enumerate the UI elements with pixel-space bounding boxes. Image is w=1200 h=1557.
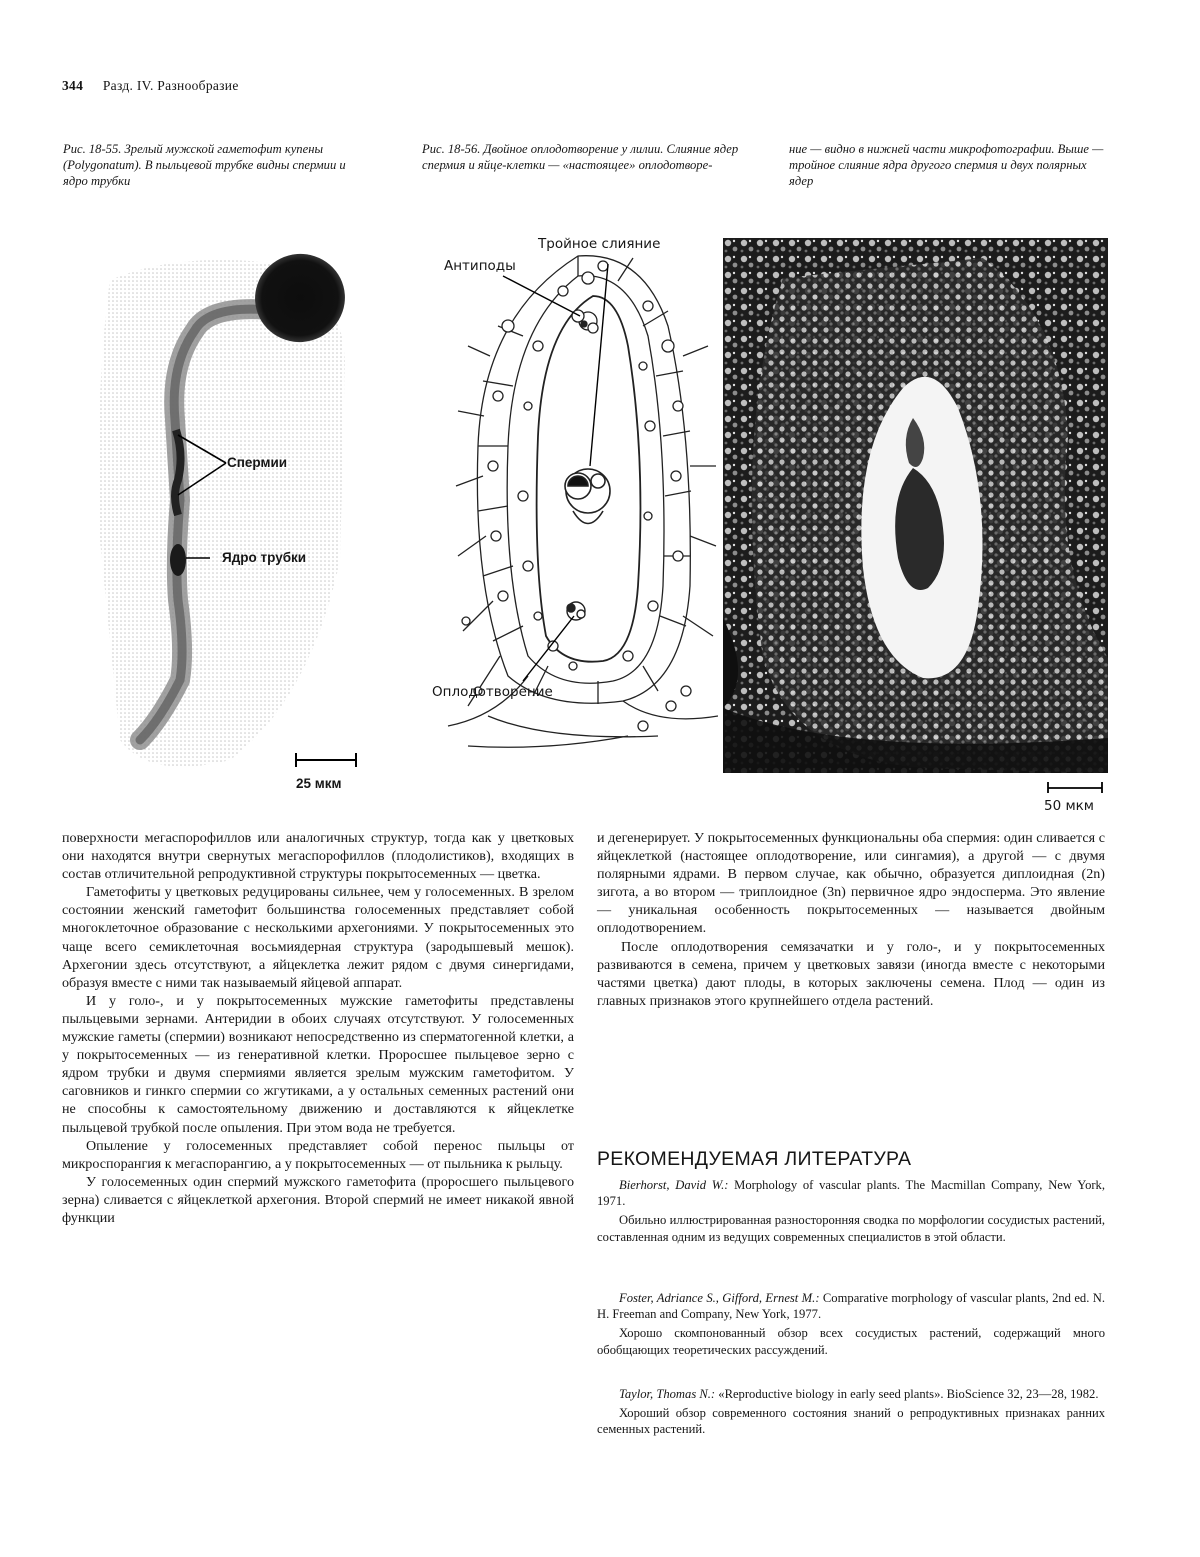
reference-description: Обильно иллюстрированная разносторонняя сводка по морфологии сосудистых растений, составленная одним из ведущих современных специалистов в этой области. <box>597 1213 1105 1244</box>
label-tube-nucleus: Ядро трубки <box>222 550 307 565</box>
scale-bar-50 <box>1040 780 1110 820</box>
reference-entry <box>597 1177 1105 1245</box>
pollen-tube-micrograph <box>60 240 380 800</box>
reference-author: Foster, Adriance S., Gifford, Ernest M.: <box>619 1291 820 1305</box>
body-column-left <box>62 829 574 1227</box>
reference-title: Comparative morphology of vascular plants, 2nd ed. N. H. Freeman and Company, New York, 1977. <box>597 1291 1105 1322</box>
label-triple-fusion: Тройное слияние <box>538 236 661 252</box>
literature-heading: РЕКОМЕНДУЕМАЯ ЛИТЕРАТУРА <box>597 1148 912 1170</box>
reference-entry <box>597 1386 1105 1438</box>
reference-author: Bierhorst, David W.: <box>619 1178 729 1192</box>
scale-bar-line <box>1040 780 1110 794</box>
paragraph: И у голо-, и у покрытосеменных мужские гаметофиты представлены пыльцевыми зернами. Антеридии в обоих случаях отсутствуют. У голосеменных мужские гаметы (спермии) возникают непосредственно из сперматогенной клетки, а у покрытосеменных — из генеративной клетки. Проросшее пыльцевое зерно с ядром трубки и двумя спермиями является зрелым мужским гаметофитом. У саговников и гинкго спермии со жгутиками, а у остальных семенных растений они не способны к самостоятельному движению и доставляются к яйцеклетке пыльцевой трубкой после опыления. При этом вода не требуется. <box>62 992 574 1136</box>
label-antipodes: Антиподы <box>444 258 516 274</box>
label-fertilization: Оплодотворение <box>432 684 553 700</box>
figure-caption-18-55: Рис. 18-55. Зрелый мужской гаметофит купены (Polygonatum). В пыльцевой трубке видны спермии и ядро трубки <box>63 142 346 188</box>
reference-title: Morphology of vascular plants. The Macmillan Company, New York, 1971. <box>597 1178 1106 1209</box>
paragraph: Гаметофиты у цветковых редуцированы сильнее, чем у голосеменных. В зрелом состоянии женский гаметофит большинства голосеменных представляет собой многоклеточное образование с несколькими архегониями. У покрытосеменных это чаще всего семиклеточная восьмиядерная структура (зародышевый мешок). Архегонии здесь отсутствуют, а яйцеклетка лежит рядом с двумя синергидами, образуя вместе с ними так называемый яйцевой аппарат. <box>62 884 574 991</box>
reference-author: Taylor, Thomas N.: <box>619 1387 716 1401</box>
paragraph: Опыление у голосеменных представляет собой перенос пыльцы от микроспорангия к мегаспорангию, а у покрытосеменных — от пыльника к рыльцу. <box>62 1137 574 1172</box>
scale-label-50: 50 мкм <box>1044 798 1094 814</box>
reference-citation <box>597 1177 1105 1209</box>
page-number: 344 <box>62 78 84 93</box>
figure-18-55 <box>60 240 380 800</box>
paragraph: У голосеменных один спермий мужского гаметофита (проросшего пыльцевого зерна) сливается с яйцеклеткой архегония. Второй спермий не имеет никакой явной функции <box>62 1173 574 1226</box>
scale-label-25: 25 мкм <box>296 776 342 791</box>
figure-caption-18-56-continued: ние — видно в нижней части микрофотографии. Выше — тройное слияние ядра другого спермия и двух полярных ядер <box>789 142 1104 188</box>
figure-18-56-micrograph <box>723 238 1108 773</box>
running-header <box>62 78 239 94</box>
figure-caption-18-56: Рис. 18-56. Двойное оплодотворение у лилии. Слияние ядер спермия и яйце-клетки — «настоящее» оплодотворе- <box>422 142 739 172</box>
section-title: Разд. IV. Разнообразие <box>102 78 239 93</box>
reference-citation <box>597 1386 1105 1402</box>
paragraph: и дегенерирует. У покрытосеменных функциональны оба спермия: один сливается с яйцеклеткой (настоящее оплодотворение, или сингамия), а другой — с двумя полярными ядрами. В первом случае, как обычно, образуется диплоидная (2n) зигота, а во втором — триплоидное (3n) первичное ядро эндосперма. Это явление — уникальная особенность покрытосеменных — называется двойным оплодотворением. <box>597 830 1105 937</box>
body-column-right <box>597 829 1105 1010</box>
paragraph: поверхности мегаспорофиллов или аналогичных структур, тогда как у цветковых они находятся внутри свернутых мегаспорофиллов (плодолистиков), входящих в состав отличительной репродуктивной структуры покрытосеменных — цветка. <box>62 830 574 883</box>
reference-description: Хороший обзор современного состояния знаний о репродуктивных признаках ранних семенных растений. <box>597 1406 1105 1437</box>
reference-title: «Reproductive biology in early seed plants». BioScience 32, 23—28, 1982. <box>715 1387 1099 1401</box>
reference-citation <box>597 1290 1105 1322</box>
figure-18-56-drawing <box>428 236 718 776</box>
reference-description: Хорошо скомпонованный обзор всех сосудистых растений, содержащий много обобщающих теоретических рассуждений. <box>597 1326 1105 1357</box>
label-sperm: Спермии <box>227 455 288 470</box>
lily-ovule-micrograph <box>723 238 1108 773</box>
paragraph: После оплодотворения семязачатки и у голо-, и у покрытосеменных развиваются в семена, причем у цветковых завязи (иногда вместе с некоторыми частями цветка) дают плоды, в которых заключены семена. Плод — один из главных признаков этого крупнейшего отдела растений. <box>597 938 1105 1009</box>
reference-entry <box>597 1290 1105 1358</box>
